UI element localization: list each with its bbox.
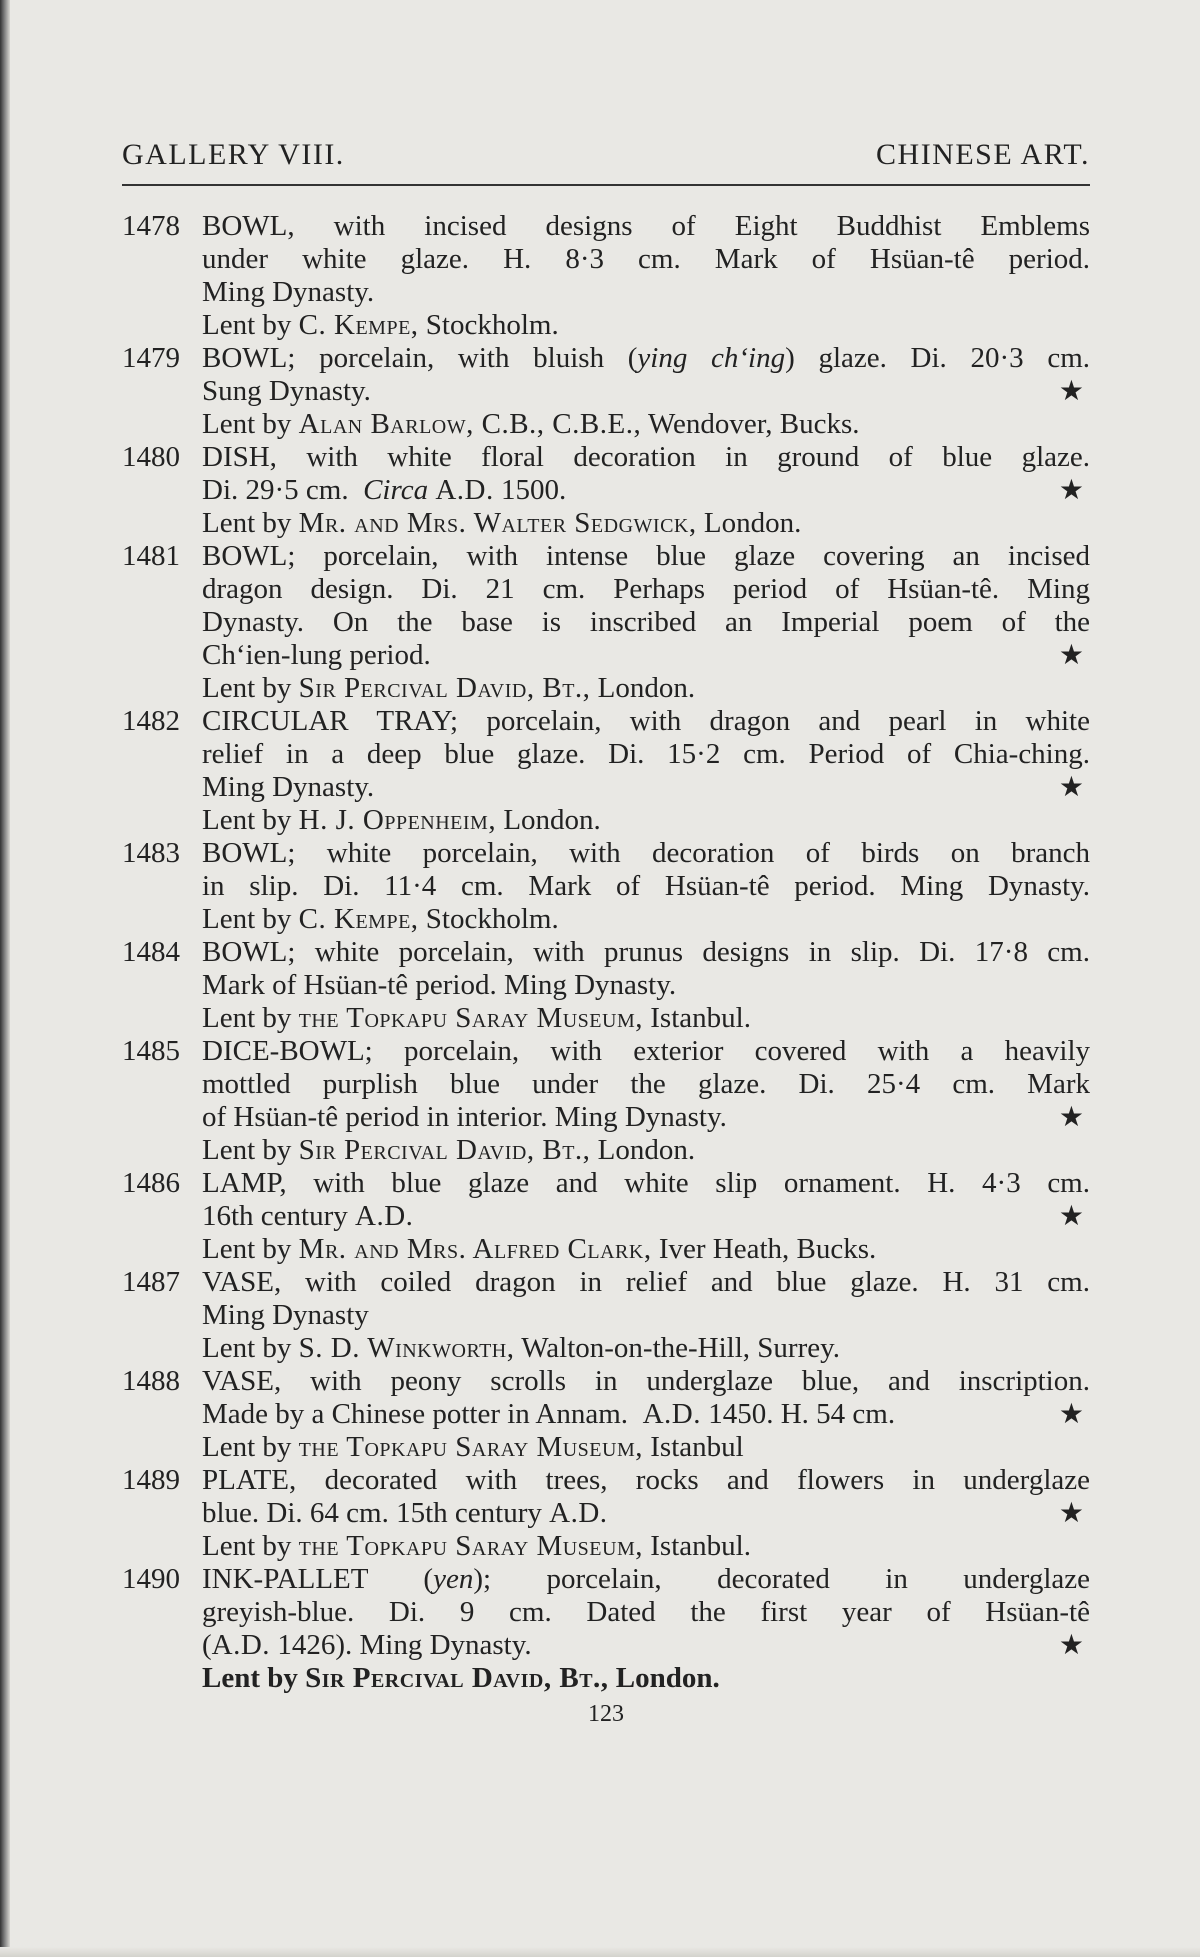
- lender-place: Wendover, Bucks.: [647, 408, 860, 440]
- lender-place: London.: [703, 507, 802, 539]
- star-icon: ★: [1058, 640, 1084, 671]
- lent-by-label: Lent by: [202, 1233, 292, 1265]
- text-span: Made by a Chinese potter in Annam.: [202, 1398, 629, 1430]
- lent-by-label: Lent by: [202, 1431, 292, 1463]
- entry-line: BOWL, with incised designs of Eight Buddhist Emblems: [202, 210, 1090, 242]
- lender-line: [202, 408, 1090, 441]
- lender-place: Istanbul.: [650, 1002, 751, 1034]
- page-bottom-edge: [0, 1947, 1200, 1957]
- entry-line: dragon design. Di. 21 cm. Perhaps period of Hsüan-tê. Ming: [202, 573, 1090, 605]
- text-span: (: [202, 1629, 212, 1661]
- text-span: [202, 1629, 532, 1662]
- entry-body: [202, 705, 1090, 837]
- entry-body: [202, 540, 1090, 705]
- entry-line: CIRCULAR TRAY; porcelain, with dragon and pearl in white: [202, 705, 1090, 737]
- entry-number: 1479: [122, 342, 180, 374]
- running-header: [122, 138, 1090, 184]
- entry-line: VASE, with coiled dragon in relief and blue glaze. H. 31 cm.: [202, 1266, 1090, 1298]
- lent-by-label: Lent by: [202, 309, 292, 341]
- lender-place: Stockholm.: [425, 903, 559, 935]
- star-icon: ★: [1058, 1498, 1084, 1529]
- lender-name: the Topkapu Saray Museum,: [298, 1530, 644, 1562]
- entry-line: VASE, with peony scrolls in underglaze blue, and inscription.: [202, 1365, 1090, 1397]
- entry-number: 1490: [122, 1563, 180, 1595]
- text-span: blue. Di. 64 cm. 15th century: [202, 1497, 542, 1529]
- entry-line: [202, 1563, 1090, 1596]
- entry-line: [202, 342, 1090, 375]
- entry-body: [202, 936, 1090, 1035]
- lender-name: the Topkapu Saray Museum,: [298, 1002, 644, 1034]
- entry-number: 1487: [122, 1266, 180, 1298]
- entry-body: [202, 441, 1090, 540]
- catalogue-entry-1489: [122, 1464, 1090, 1563]
- italic-term: Circa: [363, 474, 429, 506]
- lender-name: the Topkapu Saray Museum,: [298, 1431, 644, 1463]
- entry-body: [202, 1563, 1090, 1695]
- lender-line: [202, 1134, 1090, 1167]
- star-icon: ★: [1058, 1201, 1084, 1232]
- entry-line: DISH, with white floral decoration in ground of blue glaze.: [202, 441, 1090, 473]
- star-icon: ★: [1058, 1399, 1084, 1430]
- lender-name: Mr. and Mrs. Alfred Clark,: [298, 1233, 652, 1265]
- entry-body: [202, 1365, 1090, 1464]
- entry-line: [202, 1497, 1090, 1530]
- lender-line: [202, 1530, 1090, 1563]
- era-abbrev: A.D.: [435, 474, 494, 506]
- catalogue-entry-1483: [122, 837, 1090, 936]
- lender-place: London.: [615, 1662, 720, 1694]
- text-span: [202, 1200, 413, 1233]
- lender-name: C. Kempe,: [298, 309, 419, 341]
- lender-line: [202, 1332, 1090, 1365]
- italic-term: ying ch‘ing: [637, 342, 786, 374]
- entry-body: [202, 1167, 1090, 1266]
- header-rule: [122, 184, 1090, 186]
- catalogue-entry-1479: [122, 342, 1090, 441]
- lender-name: H. J. Oppenheim,: [298, 804, 497, 836]
- lender-name: Mr. and Mrs. Walter Sedgwick,: [298, 507, 697, 539]
- lender-place: London.: [597, 672, 696, 704]
- text-span: Ch‘ien-lung period.: [202, 639, 431, 671]
- lender-place: London.: [503, 804, 601, 836]
- entry-body: [202, 342, 1090, 441]
- text-span: BOWL; porcelain, with bluish (: [202, 342, 638, 374]
- text-span: [202, 1398, 895, 1431]
- entry-body: [202, 1266, 1090, 1365]
- entry-number: 1486: [122, 1167, 180, 1199]
- lent-by-label: Lent by: [202, 672, 292, 704]
- entry-number: 1481: [122, 540, 180, 572]
- entry-number: 1480: [122, 441, 180, 473]
- entry-number: 1482: [122, 705, 180, 737]
- entry-line: LAMP, with blue glaze and white slip ornament. H. 4·3 cm.: [202, 1167, 1090, 1199]
- catalogue-entry-1480: [122, 441, 1090, 540]
- lent-by-label: Lent by: [202, 1002, 292, 1034]
- catalogue-entry-1478: [122, 210, 1090, 342]
- lender-name: C. Kempe,: [298, 903, 419, 935]
- text-span: 1450. H. 54 cm.: [708, 1398, 896, 1430]
- entry-line: PLATE, decorated with trees, rocks and flowers in underglaze: [202, 1464, 1090, 1496]
- entry-body: [202, 837, 1090, 936]
- text-span: [202, 1497, 608, 1530]
- entry-number: 1485: [122, 1035, 180, 1067]
- entry-line: [202, 1200, 1090, 1233]
- lent-by-label: Lent by: [202, 804, 292, 836]
- lender-line: [202, 1431, 1090, 1464]
- text-span: Ming Dynasty.: [202, 771, 375, 803]
- entry-number: 1484: [122, 936, 180, 968]
- lender-place: Stockholm.: [425, 309, 559, 341]
- entry-line: [202, 474, 1090, 507]
- era-abbrev: A.D.: [642, 1398, 701, 1430]
- entry-line: [202, 639, 1090, 672]
- catalogue-entry-1484: [122, 936, 1090, 1035]
- lender-line: [202, 309, 1090, 342]
- entry-line: greyish-blue. Di. 9 cm. Dated the first year of Hsüan-tê: [202, 1596, 1090, 1628]
- page-number: 123: [588, 1701, 624, 1727]
- lender-line: [202, 672, 1090, 705]
- lender-place: London.: [597, 1134, 696, 1166]
- lender-name: Sir Percival David, Bt.,: [305, 1662, 609, 1694]
- era-abbrev: A.D.: [549, 1497, 608, 1529]
- entry-line: [202, 1629, 1090, 1662]
- catalogue-entry-1487: [122, 1266, 1090, 1365]
- text-span: [202, 474, 566, 507]
- entry-line: [202, 1398, 1090, 1431]
- entry-line: relief in a deep blue glaze. Di. 15·2 cm. Period of Chia-ching.: [202, 738, 1090, 770]
- text-span: INK-PALLET (: [202, 1563, 434, 1595]
- lent-by-label: Lent by: [202, 1134, 292, 1166]
- header-section: CHINESE ART.: [876, 138, 1090, 171]
- entry-number: 1483: [122, 837, 180, 869]
- text-span: ); porcelain, decorated in underglaze: [473, 1563, 1090, 1595]
- entry-body: [202, 1464, 1090, 1563]
- lender-name: Sir Percival David, Bt.,: [298, 672, 591, 704]
- lent-by-label: Lent by: [202, 1662, 298, 1694]
- entry-line: Mark of Hsüan-tê period. Ming Dynasty.: [202, 969, 677, 1001]
- text-span: of Hsüan-tê period in interior. Ming Dynasty.: [202, 1101, 727, 1133]
- text-span: 1500.: [500, 474, 567, 506]
- entry-number: 1489: [122, 1464, 180, 1496]
- text-span: Di. 29·5 cm.: [202, 474, 349, 506]
- era-abbrev: A.D.: [211, 1629, 271, 1661]
- star-icon: ★: [1058, 1630, 1084, 1661]
- star-icon: ★: [1058, 1102, 1084, 1133]
- catalogue-page: [122, 138, 1090, 1728]
- entry-line: BOWL; white porcelain, with decoration of birds on branch: [202, 837, 1090, 869]
- lender-place: Istanbul: [650, 1431, 744, 1463]
- lender-name: S. D. Winkworth,: [298, 1332, 515, 1364]
- entry-number: 1478: [122, 210, 180, 242]
- entry-line: in slip. Di. 11·4 cm. Mark of Hsüan-tê period. Ming Dynasty.: [202, 870, 1090, 902]
- entry-line: BOWL; porcelain, with intense blue glaze covering an incised: [202, 540, 1090, 572]
- entry-number: 1488: [122, 1365, 180, 1397]
- lent-by-label: Lent by: [202, 1332, 292, 1364]
- text-span: 1426). Ming Dynasty.: [277, 1629, 532, 1661]
- entry-line: Dynasty. On the base is inscribed an Imperial poem of the: [202, 606, 1090, 638]
- text-span: ) glaze. Di. 20·3 cm.: [785, 342, 1090, 374]
- era-abbrev: A.D.: [355, 1200, 414, 1232]
- entry-line: Ming Dynasty: [202, 1299, 369, 1331]
- lent-by-label: Lent by: [202, 1530, 292, 1562]
- lender-line: [202, 903, 1090, 936]
- lender-place: Walton-on-the-Hill, Surrey.: [521, 1332, 840, 1364]
- entry-line: [202, 771, 1090, 804]
- text-span: 16th century: [202, 1200, 348, 1232]
- star-icon: ★: [1058, 772, 1084, 803]
- catalogue-entry-1488: [122, 1365, 1090, 1464]
- catalogue-entry-1490: [122, 1563, 1090, 1695]
- catalogue-entry-1486: [122, 1167, 1090, 1266]
- lender-place: Istanbul.: [650, 1530, 751, 1562]
- lender-line: [202, 1233, 1090, 1266]
- lent-by-label: Lent by: [202, 507, 292, 539]
- entry-line: DICE-BOWL; porcelain, with exterior covered with a heavily: [202, 1035, 1090, 1067]
- lender-line: [202, 1662, 1090, 1695]
- entry-line: [202, 1101, 1090, 1134]
- lent-by-label: Lent by: [202, 903, 292, 935]
- entry-body: [202, 1035, 1090, 1167]
- entry-line: BOWL; white porcelain, with prunus designs in slip. Di. 17·8 cm.: [202, 936, 1090, 968]
- lender-line: [202, 507, 1090, 540]
- entry-line: Ming Dynasty.: [202, 276, 375, 308]
- entry-body: [202, 210, 1090, 342]
- entry-line: [202, 375, 1090, 408]
- lender-name: Alan Barlow, C.B., C.B.E.,: [298, 408, 642, 440]
- lender-line: [202, 804, 1090, 837]
- lent-by-label: Lent by: [202, 408, 292, 440]
- catalogue-entry-1482: [122, 705, 1090, 837]
- catalogue-entry-1481: [122, 540, 1090, 705]
- star-icon: ★: [1058, 376, 1084, 407]
- header-gallery: GALLERY VIII.: [122, 138, 345, 171]
- book-spine-edge: [0, 0, 10, 1957]
- text-span: Sung Dynasty.: [202, 375, 371, 407]
- lender-name: Sir Percival David, Bt.,: [298, 1134, 591, 1166]
- italic-term: yen: [433, 1563, 474, 1595]
- entry-line: under white glaze. H. 8·3 cm. Mark of Hsüan-tê period.: [202, 243, 1090, 275]
- lender-place: Iver Heath, Bucks.: [658, 1233, 877, 1265]
- lender-line: [202, 1002, 1090, 1035]
- entry-line: mottled purplish blue under the glaze. Di. 25·4 cm. Mark: [202, 1068, 1090, 1100]
- catalogue-entry-1485: [122, 1035, 1090, 1167]
- star-icon: ★: [1058, 475, 1084, 506]
